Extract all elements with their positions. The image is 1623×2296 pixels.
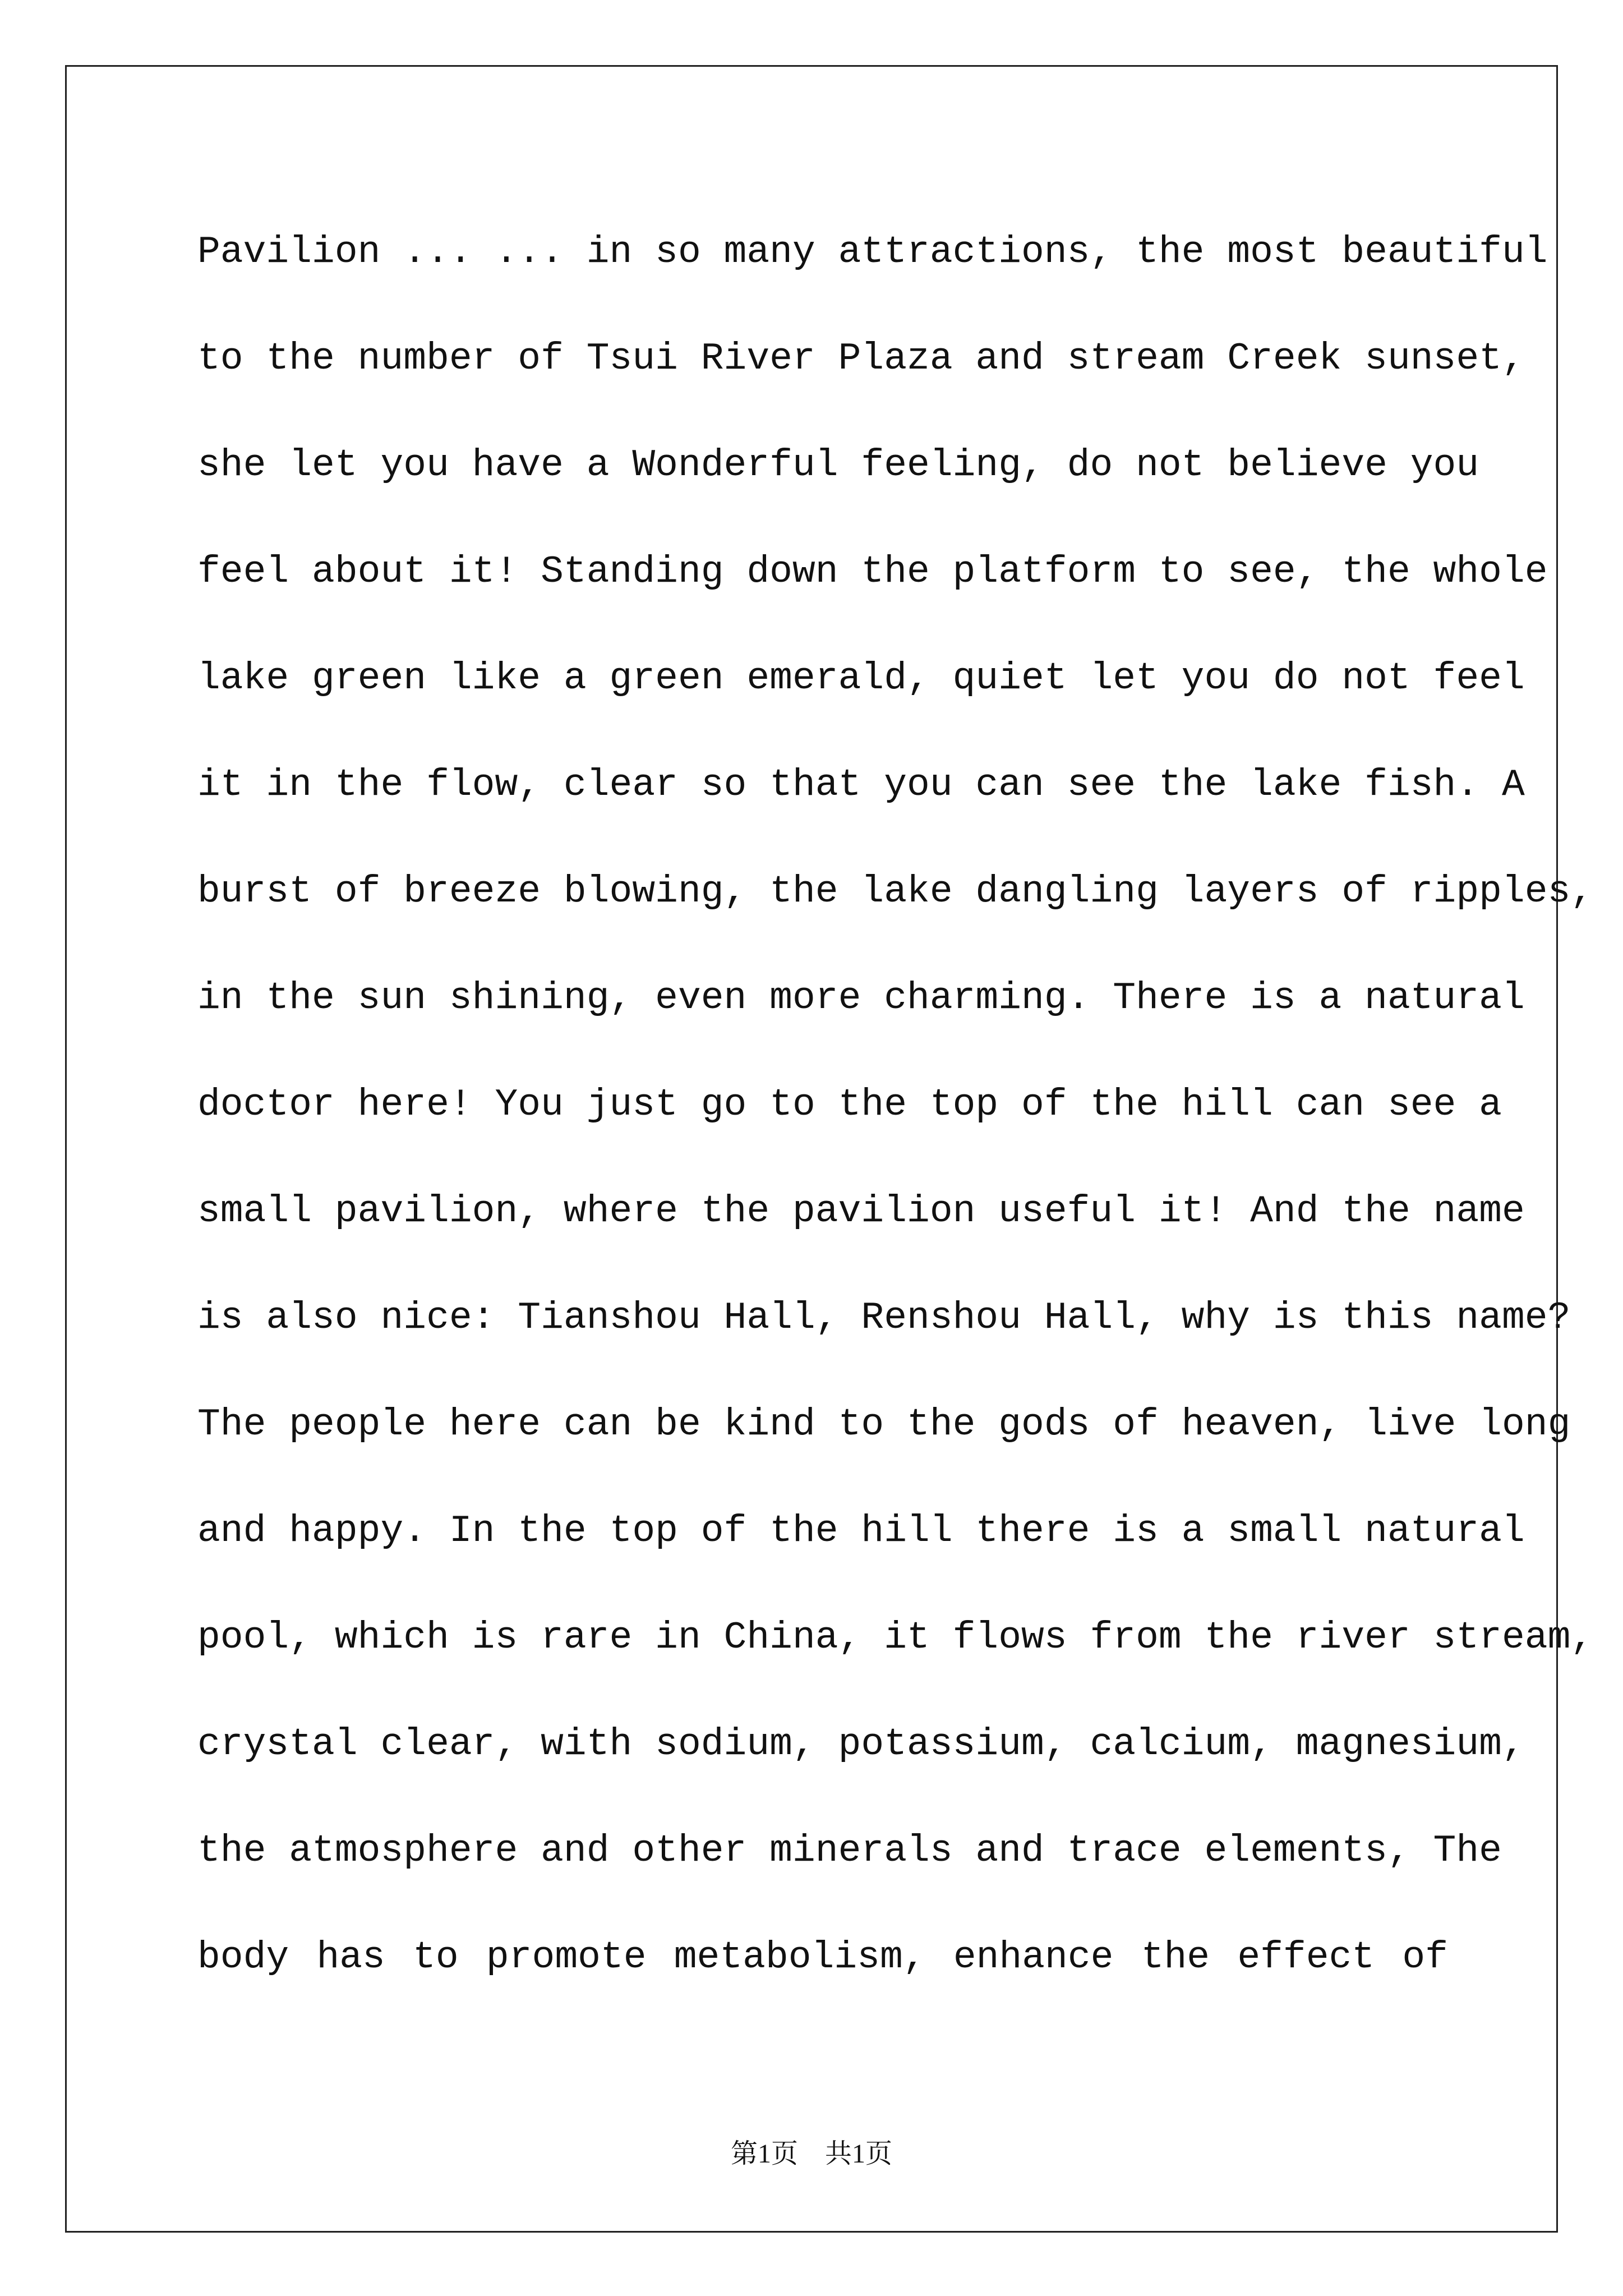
text-line: in the sun shining, even more charming. There is a natural [197,977,1525,1020]
text-line: the atmosphere and other minerals and trace elements, The [197,1829,1502,1872]
page-number: 第1页 共1页 [730,2139,892,2169]
text-line: small pavilion, where the pavilion useful it! And the name [197,1190,1525,1233]
text-line: Pavilion ... ... in so many attractions, the most beautiful [197,231,1548,274]
text-line: crystal clear, with sodium, potassium, calcium, magnesium, [197,1723,1525,1766]
text-line: lake green like a green emerald, quiet let you do not feel [197,657,1525,700]
text-line: is also nice: Tianshou Hall, Renshou Hall, why is this name? [197,1296,1571,1340]
text-line: The people here can be kind to the gods of heaven, live long [197,1403,1571,1446]
text-line: burst of breeze blowing, the lake dangling layers of ripples, [197,870,1594,913]
text-line: doctor here! You just go to the top of the hill can see a [197,1083,1502,1126]
text-line: she let you have a Wonderful feeling, do not believe you [197,444,1479,487]
text-line: pool, which is rare in China, it flows from the river stream, [197,1616,1594,1659]
text-line: it in the flow, clear so that you can see the lake fish. A [197,763,1525,807]
text-line: and happy. In the top of the hill there is a small natural [197,1510,1525,1553]
text-line: to the number of Tsui River Plaza and stream Creek sunset, [197,337,1525,380]
text-line: feel about it! Standing down the platform to see, the whole [197,550,1548,593]
document-body [197,224,1594,2036]
text-line: body has to promote metabolism, enhance the effect of [197,1936,1448,1979]
